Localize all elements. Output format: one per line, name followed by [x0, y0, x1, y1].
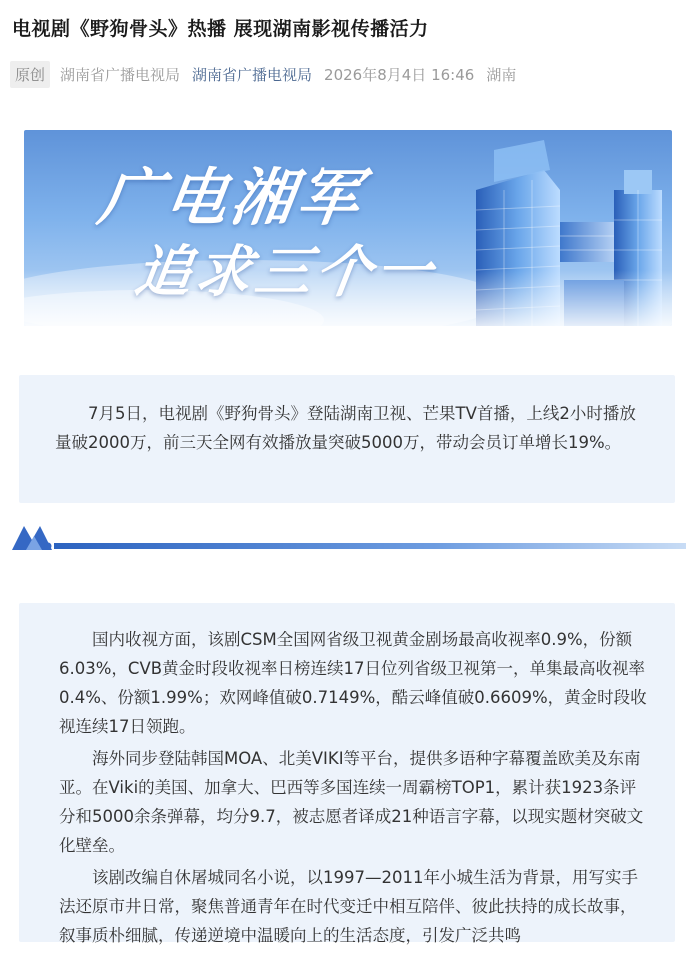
author-source: 湖南省广播电视局 — [60, 65, 181, 84]
body-paragraph: 该剧改编自休屠城同名小说，以1997—2011年小城生活为背景，用写实手法还原市井日常，聚焦普通青年在时代变迁中相互陪伴、彼此扶持的成长故事，叙事质朴细腻，传递逆境中温暖向上的生活态度，引发广泛共鸣 — [59, 868, 638, 945]
account-name-link[interactable]: 湖南省广播电视局 — [192, 65, 313, 84]
header-banner-image — [24, 130, 672, 326]
publish-location: 湖南 — [486, 65, 517, 84]
original-tag: 原创 — [10, 61, 50, 88]
body-paragraph: 国内收视方面，该剧CSM全国网省级卫视黄金剧场最高收视率0.9%，份额6.03%，CVB黄金时段收视率日榜连续17日位列省级卫视第一，单集最高收视率0.4%、份额1.99%；欢网峰值破0.7149%，酷云峰值破0.6609%，黄金时段收视连续17日领跑。 — [59, 630, 647, 736]
article-meta — [10, 60, 690, 88]
lead-paragraph: 7月5日，电视剧《野狗骨头》登陆湖南卫视、芒果TV首播，上线2小时播放量破2000万，前三天全网有效播放量突破5000万，带动会员订单增长19%。 — [55, 404, 636, 452]
body-paragraph: 海外同步登陆韩国MOA、北美VIKI等平台，提供多语种字幕覆盖欧美及东南亚。在Viki的美国、加拿大、巴西等多国连续一周霸榜TOP1，累计获1923条评分和5000余条弹幕，均分9.7，被志愿者译成21种语言字幕，以现实题材突破文化壁垒。 — [59, 749, 644, 855]
body-text — [59, 625, 651, 953]
article-title: 电视剧《野狗骨头》热播 展现湖南影视传播活力 — [12, 18, 429, 40]
lead-summary-box — [19, 375, 675, 503]
banner-slogan-line1: 广电湘军 — [94, 161, 369, 234]
banner-slogan-line2: 追求三个一 — [130, 239, 441, 305]
body-content-box — [19, 603, 675, 945]
section-divider-icon — [10, 518, 686, 558]
publish-date: 2026年8月4日 16:46 — [324, 65, 475, 84]
